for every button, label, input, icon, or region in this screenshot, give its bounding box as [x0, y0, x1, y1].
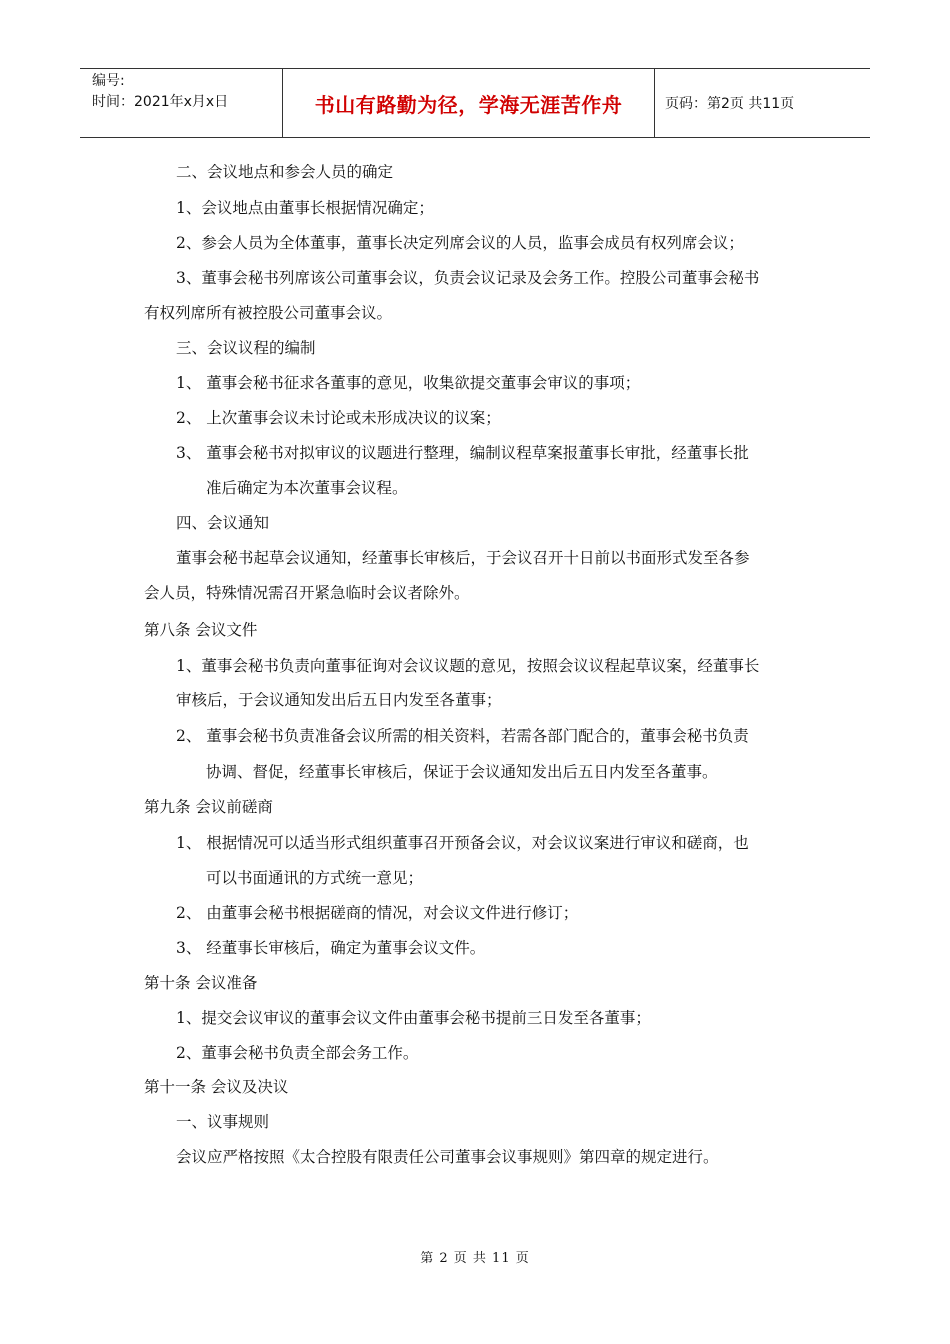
- section-heading: 二、会议地点和参会人员的确定: [176, 163, 394, 181]
- paragraph-line: 会议应严格按照《太合控股有限责任公司董事会议事规则》第四章的规定进行。: [176, 1148, 719, 1166]
- paragraph-line: 3、董事会秘书列席该公司董事会议，负责会议记录及会务工作。控股公司董事会秘书: [176, 269, 760, 287]
- serial-label: 编号:: [92, 73, 125, 89]
- header-motto: 书山有路勤为径，学海无涯苦作舟: [283, 69, 655, 137]
- list-item-continuation: 协调、督促，经董事长审核后，保证于会议通知发出后五日内发至各董事。: [206, 763, 718, 781]
- header-meta: [80, 69, 283, 137]
- list-item-continuation: 审核后，于会议通知发出后五日内发至各董事；: [176, 691, 502, 709]
- article-heading: 第九条 会议前磋商: [144, 798, 273, 816]
- list-item: 2、董事会秘书负责全部会务工作。: [176, 1044, 419, 1062]
- article-heading: 第十一条 会议及决议: [144, 1078, 289, 1096]
- list-item: 2、 董事会秘书负责准备会议所需的相关资料，若需各部门配合的，董事会秘书负责: [176, 727, 749, 745]
- paragraph-line: 1、会议地点由董事长根据情况确定；: [176, 199, 434, 217]
- article-heading: 第十条 会议准备: [144, 974, 258, 992]
- paragraph-line: 会人员，特殊情况需召开紧急临时会议者除外。: [144, 584, 470, 602]
- page-header: [80, 68, 870, 138]
- paragraph-line: 有权列席所有被控股公司董事会议。: [144, 304, 393, 322]
- list-item-continuation: 准后确定为本次董事会议程。: [206, 479, 408, 497]
- list-item: 2、 由董事会秘书根据磋商的情况，对会议文件进行修订；: [176, 904, 579, 922]
- list-item: 3、 经董事长审核后，确定为董事会议文件。: [176, 939, 486, 957]
- section-heading: 四、会议通知: [176, 514, 270, 532]
- page-footer: 第 2 页 共 11 页: [420, 1251, 530, 1266]
- list-item: 1、提交会议审议的董事会议文件由董事会秘书提前三日发至各董事；: [176, 1009, 651, 1027]
- list-item: 1、 根据情况可以适当形式组织董事召开预备会议，对会议议案进行审议和磋商，也: [176, 834, 749, 852]
- section-heading: 一、议事规则: [176, 1113, 270, 1131]
- header-page-code: 页码：第2页 共11页: [665, 96, 795, 112]
- list-item: 1、董事会秘书负责向董事征询对会议议题的意见，按照会议议程起草议案，经董事长: [176, 657, 760, 675]
- list-item: 1、 董事会秘书征求各董事的意见，收集欲提交董事会审议的事项；: [176, 374, 641, 392]
- section-heading: 三、会议议程的编制: [176, 339, 316, 357]
- list-item-continuation: 可以书面通讯的方式统一意见；: [206, 869, 424, 887]
- time-label: 时间：2021年x月x日: [92, 94, 229, 110]
- article-heading: 第八条 会议文件: [144, 621, 258, 639]
- paragraph-line: 2、参会人员为全体董事，董事长决定列席会议的人员，监事会成员有权列席会议；: [176, 234, 744, 252]
- list-item: 2、 上次董事会议未讨论或未形成决议的议案；: [176, 409, 501, 427]
- paragraph-line: 董事会秘书起草会议通知，经董事长审核后，于会议召开十日前以书面形式发至各参: [176, 549, 750, 567]
- list-item: 3、 董事会秘书对拟审议的议题进行整理，编制议程草案报董事长审批，经董事长批: [176, 444, 749, 462]
